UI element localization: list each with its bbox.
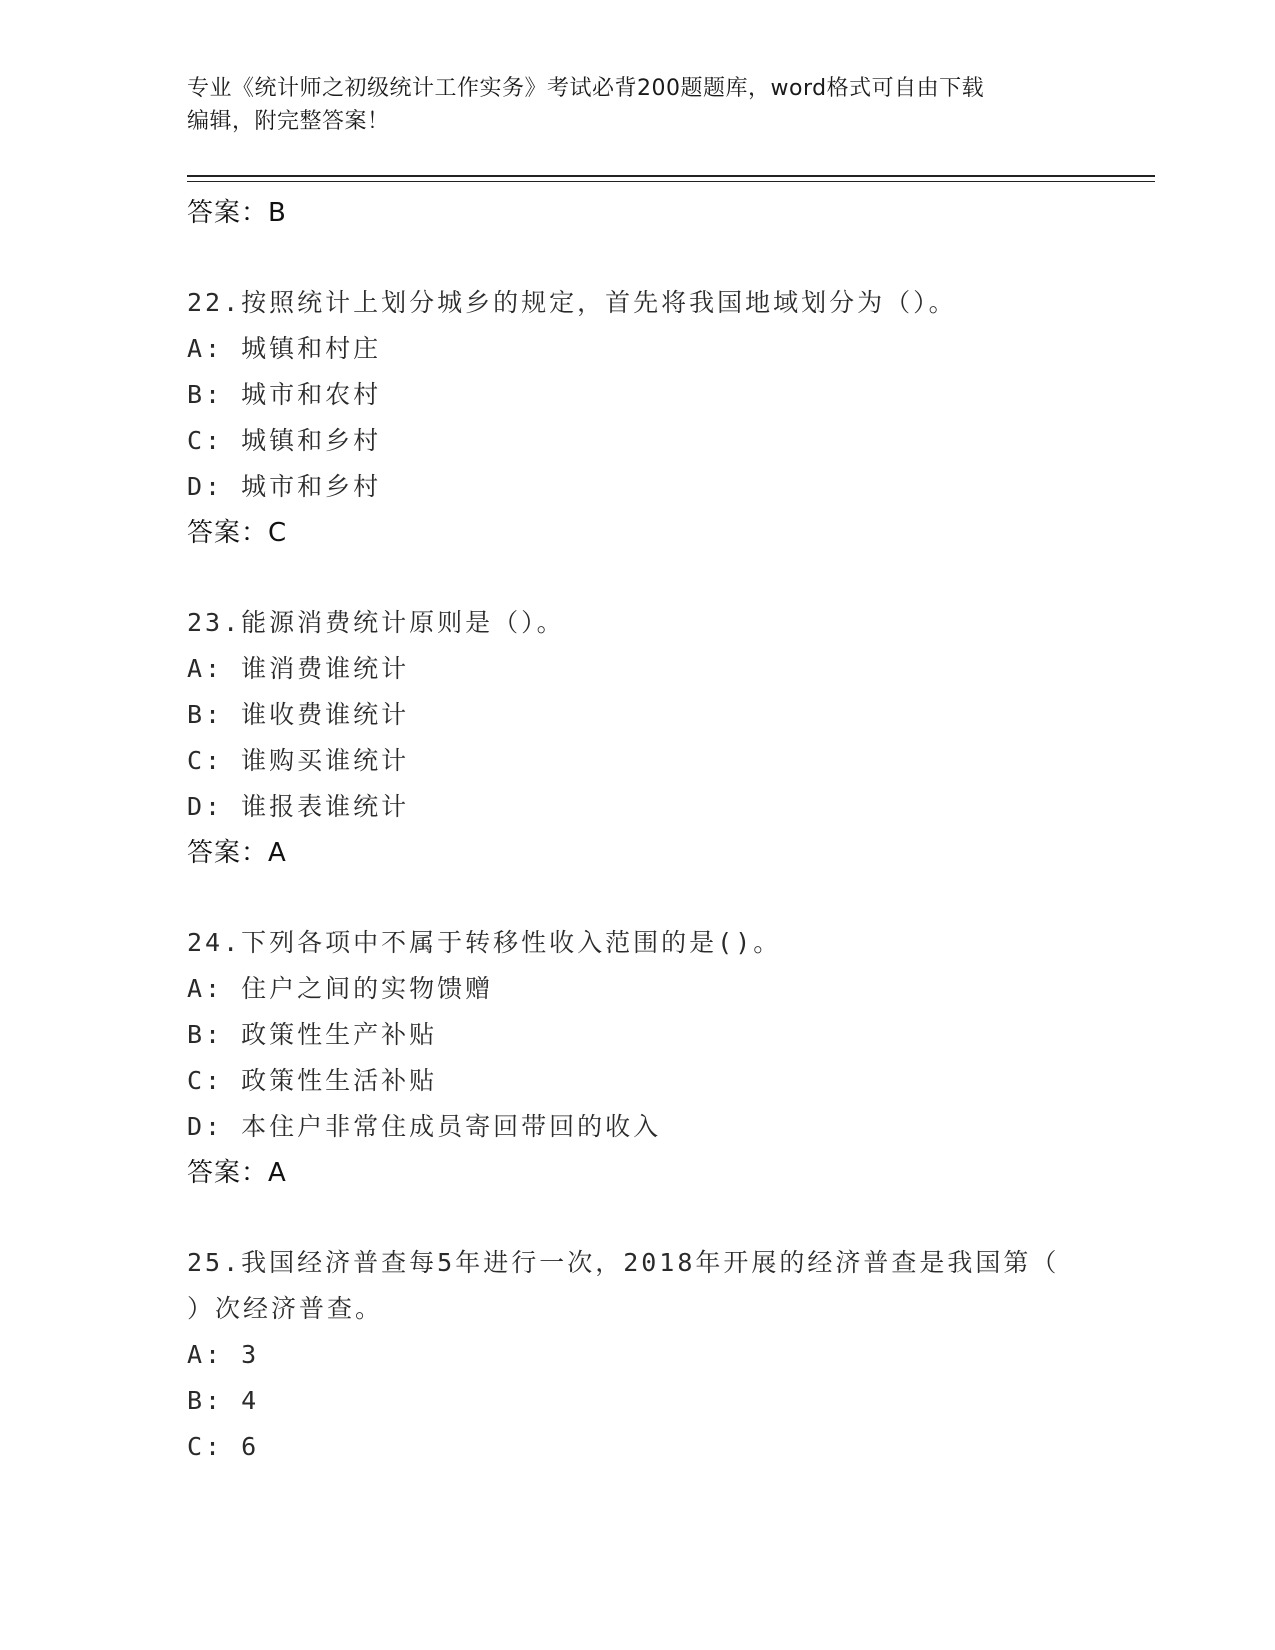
question-stem-line-1: 25.我国经济普查每5年进行一次，2018年开展的经济普查是我国第（ xyxy=(187,1248,1060,1277)
option-d: D: 谁报表谁统计 xyxy=(187,792,410,821)
header-rule-top xyxy=(187,175,1155,177)
question-stem: 24.下列各项中不属于转移性收入范围的是()。 xyxy=(187,928,782,957)
option-a: A: 谁消费谁统计 xyxy=(187,654,410,683)
option-b: B: 城市和农村 xyxy=(187,380,382,409)
option-c: C: 6 xyxy=(187,1432,260,1461)
question-answer: 答案：A xyxy=(187,1158,287,1188)
question-23 xyxy=(187,600,1087,876)
question-stem-line-2: ）次经济普查。 xyxy=(187,1294,384,1323)
header-line-2: 编辑，附完整答案！ xyxy=(187,109,390,134)
option-d: D: 城市和乡村 xyxy=(187,472,382,501)
option-d: D: 本住户非常住成员寄回带回的收入 xyxy=(187,1112,662,1141)
option-a: A: 住户之间的实物馈赠 xyxy=(187,974,494,1003)
option-a: A: 3 xyxy=(187,1340,260,1369)
question-22 xyxy=(187,280,1087,556)
option-b: B: 谁收费谁统计 xyxy=(187,700,410,729)
question-answer: 答案：C xyxy=(187,518,288,548)
question-stem: 23.能源消费统计原则是（）。 xyxy=(187,608,565,637)
option-c: C: 政策性生活补贴 xyxy=(187,1066,438,1095)
question-stem: 22.按照统计上划分城乡的规定，首先将我国地域划分为（）。 xyxy=(187,288,957,317)
option-b: B: 政策性生产补贴 xyxy=(187,1020,438,1049)
previous-answer: 答案：B xyxy=(187,198,287,228)
question-25 xyxy=(187,1240,1087,1470)
question-list xyxy=(187,190,1087,1470)
option-c: C: 城镇和乡村 xyxy=(187,426,382,455)
option-b: B: 4 xyxy=(187,1386,260,1415)
document-header xyxy=(187,72,1087,138)
option-a: A: 城镇和村庄 xyxy=(187,334,382,363)
question-answer: 答案：A xyxy=(187,838,287,868)
option-c: C: 谁购买谁统计 xyxy=(187,746,410,775)
question-24 xyxy=(187,920,1087,1196)
header-rule-bottom xyxy=(187,181,1155,182)
header-line-1: 专业《统计师之初级统计工作实务》考试必背200题题库，word格式可自由下载 xyxy=(187,76,985,101)
